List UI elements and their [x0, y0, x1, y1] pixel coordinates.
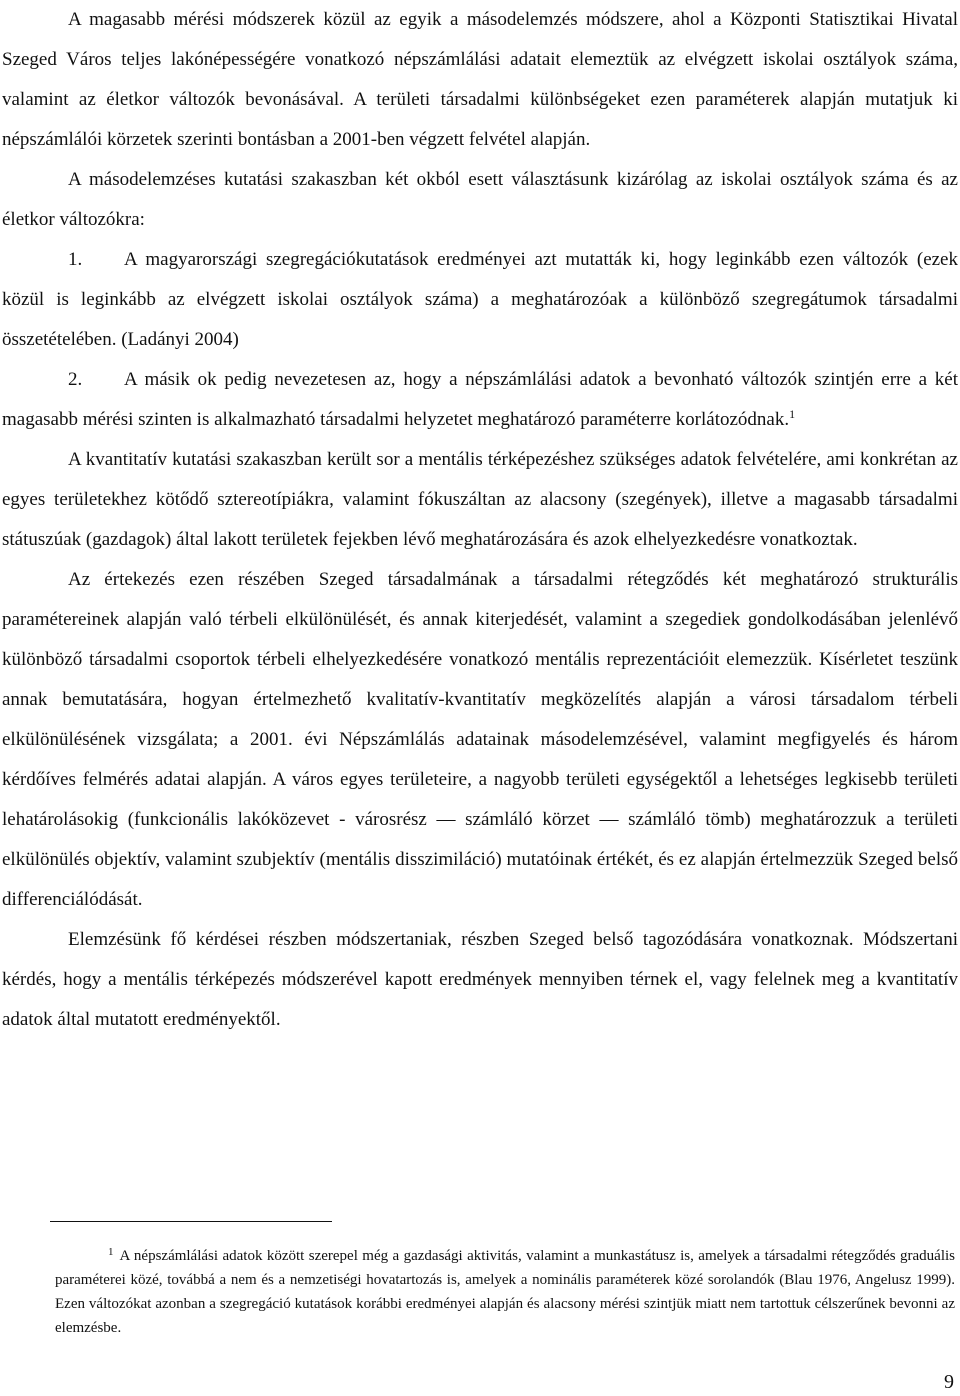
- footnote-separator: [50, 1221, 332, 1222]
- list-item-1-number: 1.: [68, 249, 83, 270]
- list-item-2-text: A másik ok pedig nevezetesen az, hogy a népszámlálási adatok a bevonható változók szintjén erre a két magasabb mérési szinten is alkalmazható társadalmi helyzetet meghatározó paraméterre korlátozódnak.: [2, 369, 958, 430]
- paragraph-intro: A magasabb mérési módszerek közül az egyik a másodelemzés módszere, ahol a Központi Statisztikai Hivatal Szeged Város teljes lakónépességére vonatkozó népszámlálási adatait elemeztük az elvégzett iskolai osztályok száma, valamint az életkor változók bevonásával. A területi társadalmi különbségeket ezen paraméterek alapján mutatjuk ki népszámlálói körzetek szerinti bontásban a 2001-ben végzett felvétel alapján.: [2, 9, 958, 150]
- body-text: [2, 0, 958, 1040]
- footnote-reference[interactable]: 1: [789, 407, 796, 421]
- paragraph-quantitative: A kvantitatív kutatási szakaszban került sor a mentális térképezéshez szükséges adatok felvételére, ami konkrétan az egyes területekhez kötődő sztereotípiákra, valamint fókuszáltan az alacsony (szegények), illetve a magasabb társadalmi státuszúak (gazdagok) által lakott területek fejekben lévő meghatározására és azok elhelyezkedésre vonatkoztak.: [2, 449, 958, 550]
- footnote: [55, 1244, 955, 1340]
- page-number: 9: [944, 1371, 954, 1393]
- list-item-1-text: A magyarországi szegregációkutatások eredményei azt mutatták ki, hogy leginkább ezen változók (ezek közül is leginkább az elvégzett iskolai osztályok száma) a meghatározóak a különböző szegregátumok társadalmi összetételében. (Ladányi 2004): [2, 249, 958, 350]
- paragraph-main-questions: Elemzésünk fő kérdései részben módszertaniak, részben Szeged belső tagozódására vonatkoznak. Módszertani kérdés, hogy a mentális térképezés módszerével kapott eredmények mennyiben térnek el, vagy felelnek meg a kvantitatív adatok által mutatott eredményektől.: [2, 929, 958, 1030]
- footnote-text: A népszámlálási adatok között szerepel még a gazdasági aktivitás, valamint a munkastátusz is, amelyek a társadalmi rétegződés graduális paraméterei közé, továbbá a nem és a nemzetiségi hovatartozás is, amelyek a nominális paraméterek közé sorolandók (Blau 1976, Angelusz 1999). Ezen változókat azonban a szegregáció kutatások korábbi eredményei alapján és alacsony mérési szintjük miatt nem tartottuk célszerűnek bevonni az elemzésbe.: [55, 1248, 955, 1336]
- list-item-1: [2, 240, 958, 360]
- footnote-paragraph: [55, 1244, 955, 1340]
- list-item-2-number: 2.: [68, 369, 83, 390]
- footnote-number: 1: [108, 1246, 114, 1258]
- paragraph-dissertation-part: Az értekezés ezen részében Szeged társadalmának a társadalmi rétegződés két meghatározó strukturális paramétereinek alapján való térbeli elkülönülését, és annak kiterjedését, valamint a szegediek gondolkodásában jelenlévő különböző társadalmi csoportok térbeli elhelyezkedésére vonatkozó mentális reprezentációit elemezzük. Kísérletet teszünk annak bemutatására, hogyan értelmezhető kvalitatív-kvantitatív megközelítés alapján a városi társadalom térbeli elkülönülésének vizsgálata; a 2001. évi Népszámlálás adatainak másodelemzésével, valamint megfigyelés és három kérdőíves felmérés adatai alapján. A város egyes területeire, a nagyobb területi egységektől a lehetséges legkisebb területi lehatárolásokig (funkcionális lakóközevet - városrész ― számláló körzet ― számláló tömb) meghatározzuk a területi elkülönülés objektív, valamint szubjektív (mentális disszimiláció) mutatóinak értékét, és ez alapján értelmezzük Szeged belső differenciálódását.: [2, 569, 958, 910]
- list-item-2: [2, 360, 958, 440]
- paragraph-selection-reasons: A másodelemzéses kutatási szakaszban két okból esett választásunk kizárólag az iskolai osztályok száma és az életkor változókra:: [2, 169, 958, 230]
